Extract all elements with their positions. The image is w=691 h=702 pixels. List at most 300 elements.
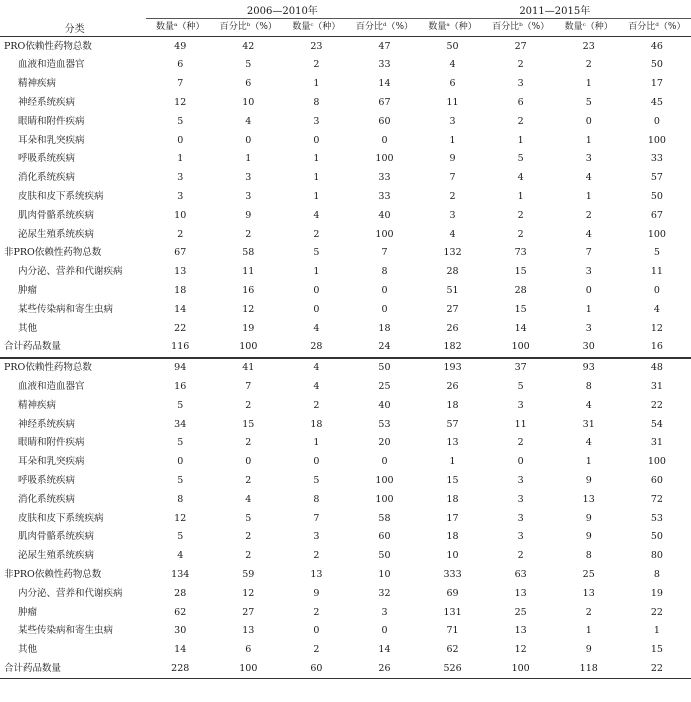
table-row xyxy=(0,37,691,56)
table-cell: 31 xyxy=(650,437,663,449)
table-cell: 2 xyxy=(585,209,592,221)
table-cell: 14 xyxy=(174,303,187,315)
table-cell: 62 xyxy=(174,606,187,618)
table-cell: 54 xyxy=(650,418,663,430)
table-cell: 0 xyxy=(245,134,252,146)
table-cell: 13 xyxy=(582,493,595,505)
table-cell: 10 xyxy=(378,568,391,580)
row-label: 泌尿生殖系统疾病 xyxy=(18,228,95,240)
table-cell: 5 xyxy=(585,97,592,109)
table-cell: 13 xyxy=(446,437,459,449)
table-cell: 11 xyxy=(514,418,527,430)
table-row xyxy=(0,547,691,566)
table-cell: 4 xyxy=(585,172,592,184)
table-cell: 25 xyxy=(378,380,391,392)
row-label: 某些传染病和寄生虫病 xyxy=(18,625,114,637)
table-row xyxy=(0,603,691,622)
row-label: 内分泌、营养和代谢疾病 xyxy=(18,266,123,278)
table-cell: 12 xyxy=(174,512,187,524)
table-cell: 37 xyxy=(487,358,555,378)
period-header-1: 2006—2010年 xyxy=(146,0,418,19)
table-cell: 80 xyxy=(650,550,663,562)
table-cell: 1 xyxy=(313,437,320,449)
table-cell: 94 xyxy=(146,358,214,378)
table-cell: 3 xyxy=(517,493,524,505)
table-cell: 100 xyxy=(375,228,394,240)
table-cell: 1 xyxy=(313,153,320,165)
table-cell: 3 xyxy=(517,78,524,90)
table-cell: 2 xyxy=(177,228,184,240)
table-cell: 23 xyxy=(310,40,323,52)
row-label: 肿瘤 xyxy=(18,285,38,296)
table-cell: 40 xyxy=(378,399,391,411)
table-cell: 25 xyxy=(582,568,595,580)
row-label: 呼吸系统疾病 xyxy=(18,474,76,486)
table-cell: 131 xyxy=(443,606,462,618)
column-header: 数量ᵃ（种） xyxy=(146,19,214,37)
table-cell: 67 xyxy=(378,97,391,109)
table-cell: 50 xyxy=(650,531,663,543)
table-cell: 2 xyxy=(517,550,524,562)
row-label: 其他 xyxy=(18,644,38,656)
table-cell: 15 xyxy=(446,474,459,486)
table-cell: 100 xyxy=(487,659,555,678)
table-cell: 0 xyxy=(313,625,320,637)
table-row xyxy=(0,509,691,528)
table-cell: 8 xyxy=(585,550,592,562)
table-cell: 0 xyxy=(313,285,320,296)
column-header: 百分比ᵈ（%） xyxy=(623,19,691,37)
table-cell: 2 xyxy=(517,437,524,449)
table-cell: 53 xyxy=(650,512,663,524)
table-cell: 45 xyxy=(650,97,663,109)
table-cell: 3 xyxy=(177,191,184,203)
table-cell: 0 xyxy=(245,456,252,468)
table-cell: 3 xyxy=(313,531,320,543)
table-cell: 27 xyxy=(242,606,255,618)
row-label: 肿瘤 xyxy=(18,606,38,618)
row-label: 非PRO依赖性药物总数 xyxy=(4,568,102,580)
table-cell: 50 xyxy=(446,40,459,52)
table-cell: 0 xyxy=(313,134,320,146)
table-cell: 46 xyxy=(650,40,663,52)
table-cell: 14 xyxy=(174,644,187,656)
table-cell: 118 xyxy=(555,659,623,678)
table-cell: 28 xyxy=(174,587,187,599)
table-row xyxy=(0,93,691,112)
table-cell: 13 xyxy=(582,587,595,599)
table-cell: 14 xyxy=(378,78,391,90)
table-cell: 22 xyxy=(650,399,663,411)
table-cell: 0 xyxy=(381,303,388,315)
row-label: 耳朵和乳突疾病 xyxy=(18,134,85,146)
table-cell: 1 xyxy=(517,134,524,146)
table-cell: 31 xyxy=(650,380,663,392)
row-label: 合计药品数量 xyxy=(0,659,146,678)
table-cell: 14 xyxy=(378,644,391,656)
table-cell: 5 xyxy=(653,247,660,259)
table-row xyxy=(0,358,691,378)
row-label: 眼睛和附件疾病 xyxy=(18,115,85,127)
table-cell: 59 xyxy=(242,568,255,580)
table-cell: 40 xyxy=(378,209,391,221)
table-cell: 0 xyxy=(313,303,320,315)
table-cell: 13 xyxy=(174,266,187,278)
table-cell: 4 xyxy=(282,358,350,378)
table-cell: 57 xyxy=(650,172,663,184)
table-cell: 4 xyxy=(313,380,320,392)
table-cell: 2 xyxy=(313,606,320,618)
table-cell: 333 xyxy=(443,568,462,580)
table-cell: 12 xyxy=(242,303,255,315)
table-cell: 18 xyxy=(446,493,459,505)
table-cell: 11 xyxy=(650,266,663,278)
table-cell: 13 xyxy=(310,568,323,580)
table-cell: 6 xyxy=(517,97,524,109)
table-cell: 0 xyxy=(381,285,388,296)
table-cell: 14 xyxy=(514,322,527,334)
table-cell: 100 xyxy=(647,228,666,240)
row-label: 精神疾病 xyxy=(18,78,57,90)
table-cell: 47 xyxy=(378,40,391,52)
table-row xyxy=(0,281,691,300)
table-cell: 0 xyxy=(381,625,388,637)
table-cell: 18 xyxy=(174,285,187,296)
table-cell: 2 xyxy=(245,531,252,543)
table-cell: 51 xyxy=(446,285,459,296)
table-cell: 0 xyxy=(653,115,660,127)
table-cell: 1 xyxy=(585,134,592,146)
table-cell: 9 xyxy=(585,474,592,486)
table-cell: 58 xyxy=(378,512,391,524)
table-cell: 15 xyxy=(514,266,527,278)
row-label: 其他 xyxy=(18,322,38,334)
table-cell: 7 xyxy=(177,78,184,90)
table-cell: 4 xyxy=(449,59,456,71)
table-cell: 17 xyxy=(446,512,459,524)
table-row xyxy=(0,434,691,453)
table-cell: 100 xyxy=(375,474,394,486)
table-cell: 22 xyxy=(650,606,663,618)
table-cell: 3 xyxy=(517,474,524,486)
table-cell: 28 xyxy=(310,341,323,353)
table-cell: 27 xyxy=(514,40,527,52)
table-cell: 1 xyxy=(585,456,592,468)
table-cell: 0 xyxy=(381,134,388,146)
table-cell: 0 xyxy=(177,134,184,146)
table-row xyxy=(0,56,691,75)
table-cell: 50 xyxy=(650,191,663,203)
table-cell: 8 xyxy=(381,266,388,278)
row-label: 消化系统疾病 xyxy=(18,172,76,184)
table-cell: 1 xyxy=(313,266,320,278)
table-cell: 2 xyxy=(585,59,592,71)
row-label: 呼吸系统疾病 xyxy=(18,153,76,165)
table-cell: 19 xyxy=(242,322,255,334)
table-cell: 18 xyxy=(446,531,459,543)
row-label: 泌尿生殖系统疾病 xyxy=(18,550,95,562)
table-cell: 3 xyxy=(585,266,592,278)
table-cell: 23 xyxy=(582,40,595,52)
table-cell: 3 xyxy=(177,172,184,184)
table-row xyxy=(0,75,691,94)
table-cell: 10 xyxy=(446,550,459,562)
table-cell: 2 xyxy=(245,437,252,449)
row-label: PRO依赖性药物总数 xyxy=(4,40,92,52)
table-cell: 2 xyxy=(517,115,524,127)
table-cell: 33 xyxy=(378,172,391,184)
table-cell: 2 xyxy=(313,550,320,562)
table-row xyxy=(0,244,691,263)
table-cell: 1 xyxy=(585,625,592,637)
table-row xyxy=(0,641,691,660)
table-cell: 6 xyxy=(449,78,456,90)
row-label: 非PRO依赖性药物总数 xyxy=(4,247,102,259)
table-cell: 27 xyxy=(446,303,459,315)
column-header: 百分比ᵇ（%） xyxy=(214,19,282,37)
table-cell: 53 xyxy=(378,418,391,430)
row-label: 血液和造血器官 xyxy=(18,380,85,392)
table-cell: 15 xyxy=(650,644,663,656)
category-header: 分类 xyxy=(0,0,146,37)
table-row xyxy=(0,319,691,338)
table-cell: 26 xyxy=(446,380,459,392)
table-cell: 8 xyxy=(313,97,320,109)
table-cell: 33 xyxy=(378,191,391,203)
table-cell: 13 xyxy=(242,625,255,637)
table-body xyxy=(0,37,691,679)
row-label: 神经系统疾病 xyxy=(18,97,76,109)
row-label: 消化系统疾病 xyxy=(18,493,76,505)
table-cell: 33 xyxy=(378,59,391,71)
table-row xyxy=(0,453,691,472)
table-row xyxy=(0,528,691,547)
table-row xyxy=(0,659,691,678)
table-cell: 12 xyxy=(174,97,187,109)
table-cell: 7 xyxy=(585,247,592,259)
table-cell: 4 xyxy=(585,399,592,411)
table-cell: 5 xyxy=(245,512,252,524)
table-cell: 18 xyxy=(310,418,323,430)
table-cell: 8 xyxy=(653,568,660,580)
table-row xyxy=(0,187,691,206)
table-cell: 4 xyxy=(313,209,320,221)
table-row xyxy=(0,263,691,282)
table-cell: 3 xyxy=(585,153,592,165)
table-cell: 22 xyxy=(623,659,691,678)
table-cell: 5 xyxy=(177,531,184,543)
table-cell: 11 xyxy=(242,266,255,278)
row-label: 肌肉骨骼系统疾病 xyxy=(18,209,95,221)
table-cell: 2 xyxy=(313,644,320,656)
column-header: 百分比ᵇ（%） xyxy=(487,19,555,37)
table-cell: 4 xyxy=(653,303,660,315)
table-cell: 8 xyxy=(585,380,592,392)
table-cell: 2 xyxy=(245,474,252,486)
table-cell: 3 xyxy=(381,606,388,618)
table-cell: 13 xyxy=(514,625,527,637)
row-label: 神经系统疾病 xyxy=(18,418,76,430)
period-header-2: 2011—2015年 xyxy=(419,0,691,19)
table-row xyxy=(0,396,691,415)
table-cell: 1 xyxy=(653,625,660,637)
table-cell: 10 xyxy=(242,97,255,109)
table-cell: 62 xyxy=(446,644,459,656)
table-cell: 1 xyxy=(517,191,524,203)
table-cell: 100 xyxy=(511,341,530,353)
table-cell: 1 xyxy=(177,153,184,165)
table-cell: 5 xyxy=(177,437,184,449)
table-cell: 22 xyxy=(174,322,187,334)
table-cell: 6 xyxy=(245,78,252,90)
table-cell: 3 xyxy=(517,512,524,524)
row-label: 内分泌、营养和代谢疾病 xyxy=(18,587,123,599)
table-cell: 4 xyxy=(245,115,252,127)
row-label: 精神疾病 xyxy=(18,399,57,411)
table-cell: 3 xyxy=(245,191,252,203)
table-cell: 100 xyxy=(375,153,394,165)
table-cell: 48 xyxy=(623,358,691,378)
column-header: 数量ᵃ（种） xyxy=(419,19,487,37)
table-cell: 1 xyxy=(449,456,456,468)
table-cell: 4 xyxy=(245,493,252,505)
row-label: 合计药品数量 xyxy=(4,341,62,353)
row-label: 耳朵和乳突疾病 xyxy=(18,456,85,468)
table-cell: 5 xyxy=(177,399,184,411)
table-row xyxy=(0,377,691,396)
table-cell: 100 xyxy=(214,659,282,678)
table-cell: 3 xyxy=(517,531,524,543)
table-cell: 100 xyxy=(375,493,394,505)
table-cell: 4 xyxy=(585,437,592,449)
table-cell: 9 xyxy=(585,512,592,524)
table-cell: 526 xyxy=(419,659,487,678)
table-cell: 193 xyxy=(419,358,487,378)
table-cell: 50 xyxy=(350,358,418,378)
table-cell: 9 xyxy=(449,153,456,165)
table-cell: 2 xyxy=(245,550,252,562)
table-row xyxy=(0,338,691,358)
table-cell: 31 xyxy=(582,418,595,430)
table-row xyxy=(0,415,691,434)
table-row xyxy=(0,150,691,169)
table-cell: 26 xyxy=(446,322,459,334)
table-cell: 4 xyxy=(517,172,524,184)
table-cell: 0 xyxy=(585,115,592,127)
table-cell: 134 xyxy=(171,568,190,580)
table-cell: 10 xyxy=(174,209,187,221)
table-cell: 2 xyxy=(449,191,456,203)
table-cell: 18 xyxy=(378,322,391,334)
table-cell: 3 xyxy=(313,115,320,127)
table-cell: 6 xyxy=(177,59,184,71)
table-cell: 5 xyxy=(313,247,320,259)
table-cell: 1 xyxy=(313,78,320,90)
table-row xyxy=(0,471,691,490)
table-row xyxy=(0,490,691,509)
table-cell: 60 xyxy=(378,531,391,543)
table-cell: 11 xyxy=(446,97,459,109)
table-row xyxy=(0,565,691,584)
table-cell: 8 xyxy=(177,493,184,505)
table-cell: 32 xyxy=(378,587,391,599)
table-cell: 16 xyxy=(242,285,255,296)
table-cell: 30 xyxy=(582,341,595,353)
table-cell: 2 xyxy=(313,59,320,71)
table-cell: 26 xyxy=(350,659,418,678)
table-cell: 228 xyxy=(146,659,214,678)
column-header: 数量ᶜ（种） xyxy=(282,19,350,37)
row-label: 肌肉骨骼系统疾病 xyxy=(18,531,95,543)
table-cell: 2 xyxy=(313,399,320,411)
table-cell: 9 xyxy=(313,587,320,599)
row-label: 皮肤和皮下系统疾病 xyxy=(18,191,104,203)
table-cell: 2 xyxy=(517,228,524,240)
table-cell: 41 xyxy=(214,358,282,378)
table-cell: 34 xyxy=(174,418,187,430)
table-cell: 17 xyxy=(650,78,663,90)
row-label: 某些传染病和寄生虫病 xyxy=(18,303,114,315)
table-cell: 63 xyxy=(514,568,527,580)
table-cell: 15 xyxy=(514,303,527,315)
table-cell: 60 xyxy=(282,659,350,678)
table-cell: 15 xyxy=(242,418,255,430)
table-cell: 2 xyxy=(517,209,524,221)
table-cell: 5 xyxy=(177,115,184,127)
table-cell: 16 xyxy=(650,341,663,353)
table-cell: 20 xyxy=(378,437,391,449)
table-cell: 4 xyxy=(313,322,320,334)
table-cell: 2 xyxy=(517,59,524,71)
table-cell: 1 xyxy=(585,303,592,315)
table-cell: 24 xyxy=(378,341,391,353)
table-row xyxy=(0,300,691,319)
table-cell: 3 xyxy=(585,322,592,334)
table-cell: 182 xyxy=(443,341,462,353)
table-row xyxy=(0,131,691,150)
table-cell: 67 xyxy=(174,247,187,259)
table-cell: 3 xyxy=(517,399,524,411)
table-cell: 67 xyxy=(650,209,663,221)
table-row xyxy=(0,112,691,131)
table-cell: 0 xyxy=(517,456,524,468)
table-cell: 1 xyxy=(313,172,320,184)
table-cell: 0 xyxy=(653,285,660,296)
table-cell: 73 xyxy=(514,247,527,259)
table-cell: 1 xyxy=(585,78,592,90)
table-cell: 0 xyxy=(381,456,388,468)
table-cell: 57 xyxy=(446,418,459,430)
table-cell: 25 xyxy=(514,606,527,618)
row-label: 皮肤和皮下系统疾病 xyxy=(18,512,104,524)
table-cell: 5 xyxy=(517,380,524,392)
table-cell: 6 xyxy=(245,644,252,656)
table-cell: 4 xyxy=(585,228,592,240)
table-cell: 5 xyxy=(177,474,184,486)
table-cell: 58 xyxy=(242,247,255,259)
table-row xyxy=(0,169,691,188)
table-cell: 116 xyxy=(171,341,190,353)
table-cell: 1 xyxy=(313,191,320,203)
table-cell: 2 xyxy=(585,606,592,618)
table-cell: 71 xyxy=(446,625,459,637)
table-cell: 60 xyxy=(650,474,663,486)
table-cell: 28 xyxy=(446,266,459,278)
table-cell: 13 xyxy=(514,587,527,599)
table-cell: 42 xyxy=(242,40,255,52)
table-row xyxy=(0,225,691,244)
table-cell: 4 xyxy=(177,550,184,562)
